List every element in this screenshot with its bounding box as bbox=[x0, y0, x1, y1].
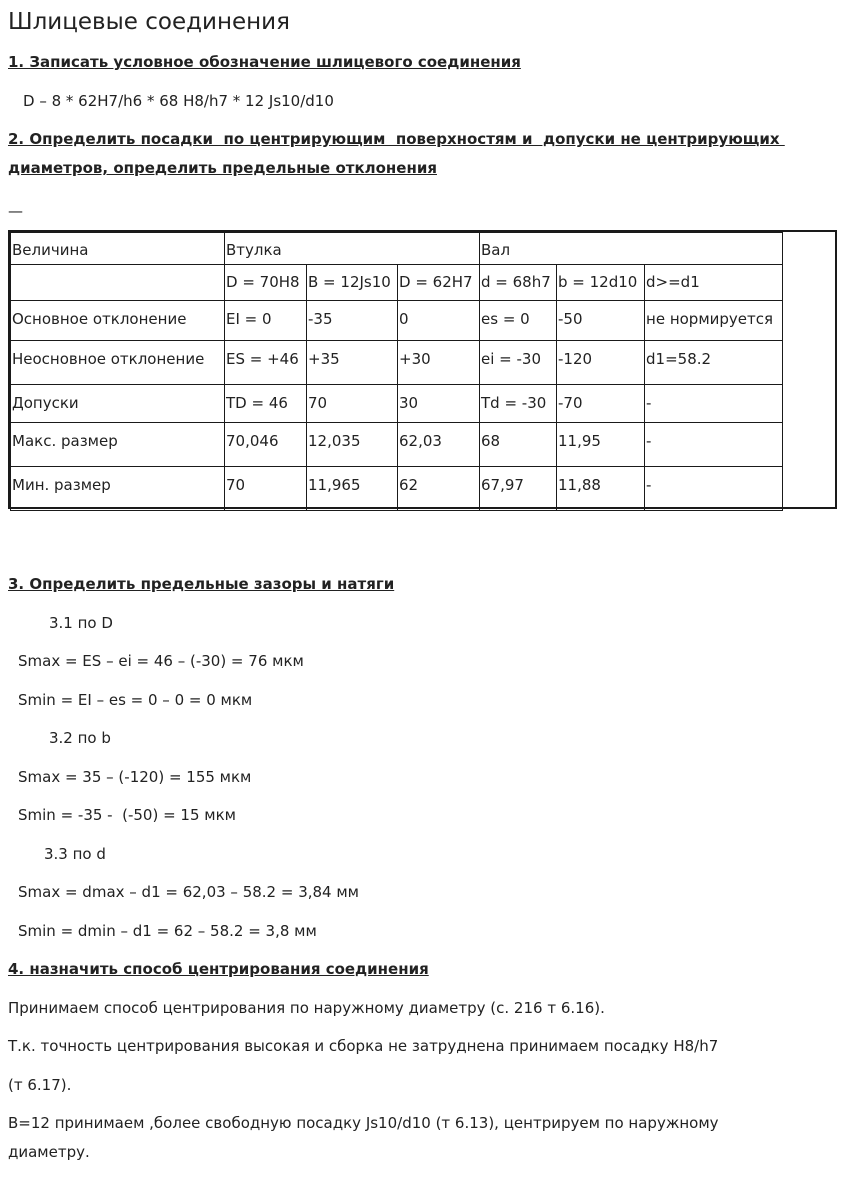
paragraph-line: Принимаем способ центрирования по наружному диаметру (с. 216 т 6.16). bbox=[8, 999, 605, 1017]
subsection-3-1: 3.1 по D bbox=[49, 614, 113, 632]
table-cell: TD = 46 bbox=[225, 385, 307, 423]
header-quantity: Величина bbox=[11, 233, 225, 265]
table-cell: d1=58.2 bbox=[645, 341, 783, 385]
formula-line: Smax = ES – ei = 46 – (-30) = 76 мкм bbox=[18, 652, 304, 670]
table-cell: не нормируется bbox=[645, 301, 783, 341]
table-cell: ei = -30 bbox=[480, 341, 557, 385]
table-row bbox=[11, 301, 783, 341]
table-cell: -70 bbox=[557, 385, 645, 423]
section1-heading: 1. Записать условное обозначение шлицевого соединения bbox=[8, 53, 521, 71]
table-cell: 30 bbox=[398, 385, 480, 423]
table-cell: - bbox=[645, 385, 783, 423]
page-title: Шлицевые соединения bbox=[8, 9, 290, 35]
paragraph-line: диаметру. bbox=[8, 1143, 90, 1161]
subsection-3-2: 3.2 по b bbox=[49, 729, 111, 747]
table-cell: 11,95 bbox=[557, 423, 645, 467]
table-cell: B = 12Js10 bbox=[307, 265, 398, 301]
table-cell: 62,03 bbox=[398, 423, 480, 467]
table-cell: D = 70H8 bbox=[225, 265, 307, 301]
spline-designation: D – 8 * 62H7/h6 * 68 H8/h7 * 12 Js10/d10 bbox=[23, 92, 334, 110]
header-bush: Втулка bbox=[225, 233, 480, 265]
paragraph-line: (т 6.17). bbox=[8, 1076, 72, 1094]
table-cell: -120 bbox=[557, 341, 645, 385]
table-cell: 62 bbox=[398, 467, 480, 511]
table-cell: 11,88 bbox=[557, 467, 645, 511]
table-cell: 11,965 bbox=[307, 467, 398, 511]
table-cell: ES = +46 bbox=[225, 341, 307, 385]
table-cell: +35 bbox=[307, 341, 398, 385]
table-row bbox=[11, 341, 783, 385]
table-cell: b = 12d10 bbox=[557, 265, 645, 301]
table-cell: +30 bbox=[398, 341, 480, 385]
table-cell: - bbox=[645, 467, 783, 511]
table-cell: EI = 0 bbox=[225, 301, 307, 341]
table-cell: d>=d1 bbox=[645, 265, 783, 301]
table-row bbox=[11, 423, 783, 467]
formula-line: Smin = EI – es = 0 – 0 = 0 мкм bbox=[18, 691, 253, 709]
table-cell bbox=[11, 265, 225, 301]
subsection-3-3: 3.3 по d bbox=[44, 845, 106, 863]
table-cell: Основное отклонение bbox=[11, 301, 225, 341]
table-cell: 0 bbox=[398, 301, 480, 341]
table-cell: Неосновное отклонение bbox=[11, 341, 225, 385]
table-cell: Td = -30 bbox=[480, 385, 557, 423]
section4-heading: 4. назначить способ центрирования соединения bbox=[8, 960, 429, 978]
table-cell: Допуски bbox=[11, 385, 225, 423]
table-cell: d = 68h7 bbox=[480, 265, 557, 301]
table-cell: D = 62H7 bbox=[398, 265, 480, 301]
tolerance-table-frame bbox=[8, 230, 837, 509]
formula-line: Smax = dmax – d1 = 62,03 – 58.2 = 3,84 мм bbox=[18, 883, 359, 901]
paragraph-line: B=12 принимаем ,более свободную посадку Js10/d10 (т 6.13), центрируем по наружному bbox=[8, 1114, 719, 1132]
table-cell: 67,97 bbox=[480, 467, 557, 511]
table-cell: 68 bbox=[480, 423, 557, 467]
table-cell: 12,035 bbox=[307, 423, 398, 467]
table-header-row bbox=[11, 233, 783, 265]
tolerance-table bbox=[10, 232, 783, 511]
table-cell: -35 bbox=[307, 301, 398, 341]
table-cell: Мин. размер bbox=[11, 467, 225, 511]
table-cell: -50 bbox=[557, 301, 645, 341]
table-cell: - bbox=[645, 423, 783, 467]
formula-line: Smin = dmin – d1 = 62 – 58.2 = 3,8 мм bbox=[18, 922, 317, 940]
table-row bbox=[11, 467, 783, 511]
formula-line: Smax = 35 – (-120) = 155 мкм bbox=[18, 768, 252, 786]
table-cell: 70 bbox=[225, 467, 307, 511]
dash-mark: — bbox=[8, 202, 23, 220]
section3-heading: 3. Определить предельные зазоры и натяги bbox=[8, 575, 395, 593]
table-cell: es = 0 bbox=[480, 301, 557, 341]
section2-heading-line2: диаметров, определить предельные отклонения bbox=[8, 159, 437, 177]
section2-heading-line1: 2. Определить посадки по центрирующим поверхностям и допуски не центрирующих bbox=[8, 130, 785, 148]
table-cell: 70,046 bbox=[225, 423, 307, 467]
table-cell: 70 bbox=[307, 385, 398, 423]
formula-line: Smin = -35 - (-50) = 15 мкм bbox=[18, 806, 236, 824]
header-shaft: Вал bbox=[480, 233, 783, 265]
paragraph-line: Т.к. точность центрирования высокая и сборка не затруднена принимаем посадку H8/h7 bbox=[8, 1037, 719, 1055]
table-subheader-row bbox=[11, 265, 783, 301]
table-cell: Макс. размер bbox=[11, 423, 225, 467]
table-row bbox=[11, 385, 783, 423]
